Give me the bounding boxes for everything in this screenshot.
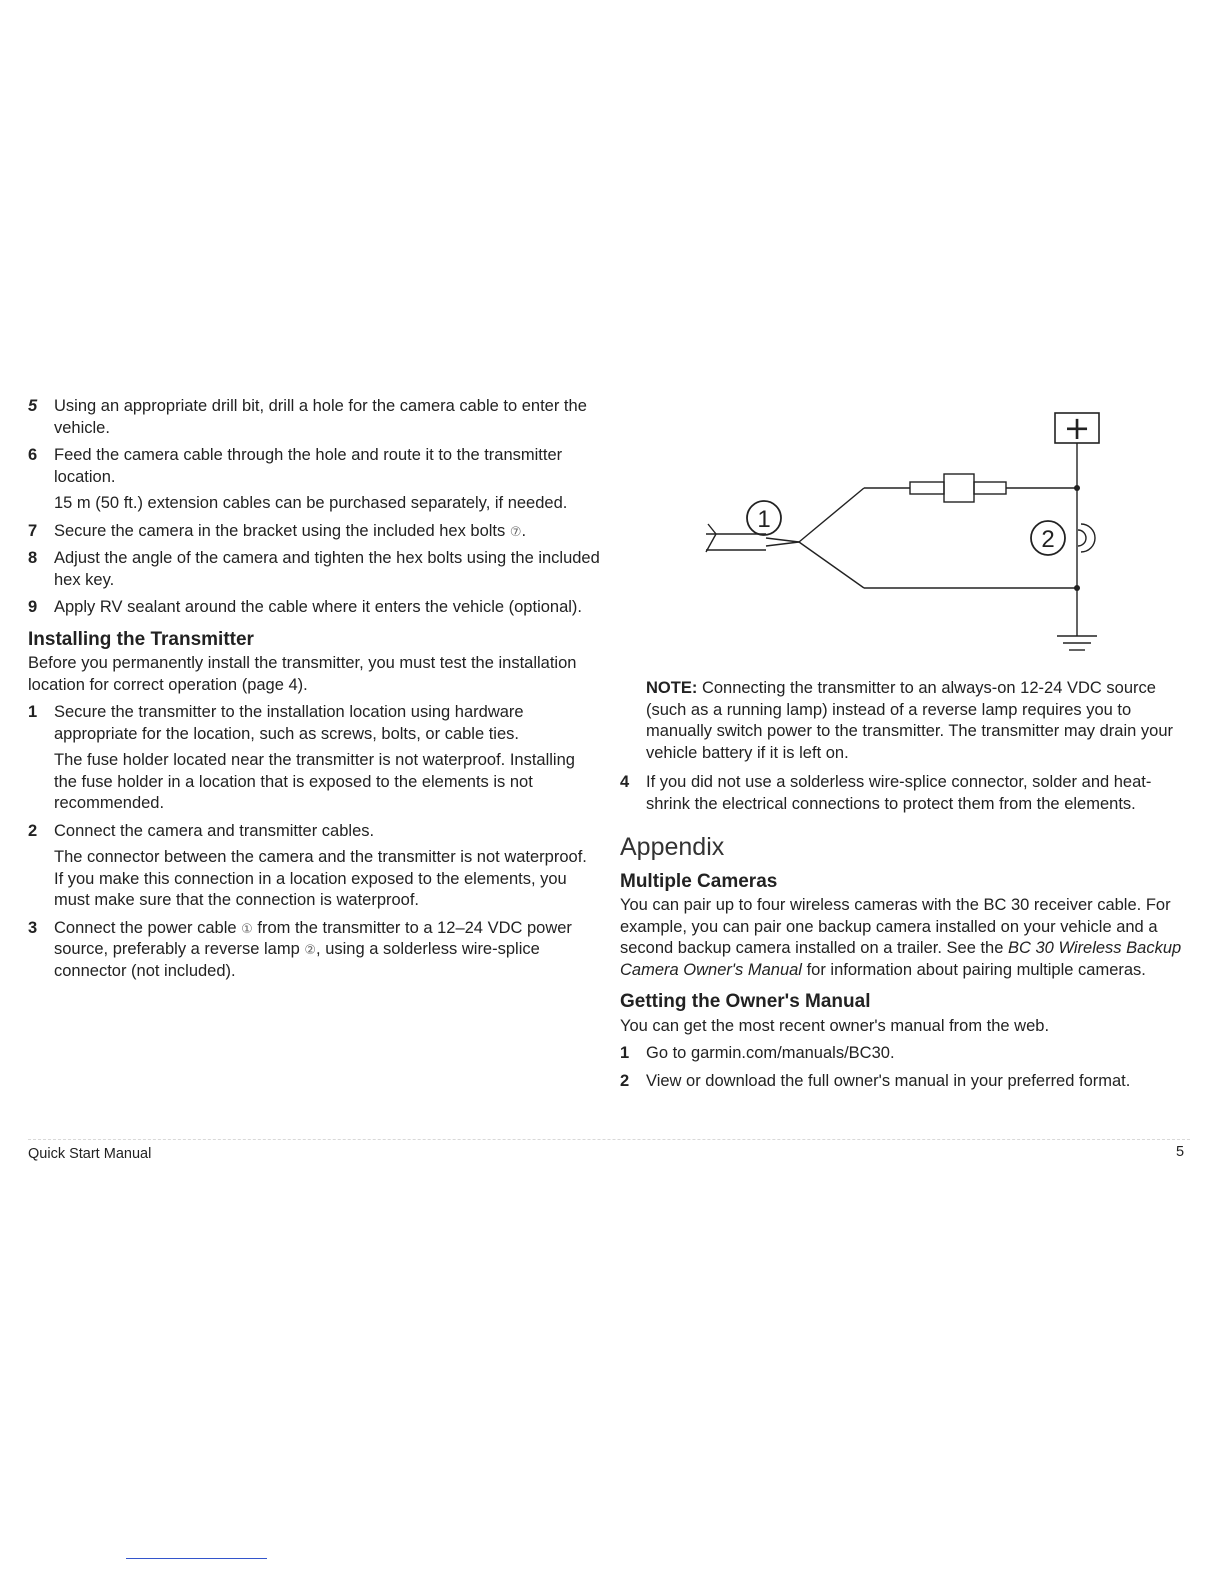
owners-manual-intro: You can get the most recent owner's manual from the web. [620,1016,1050,1035]
cable [766,542,799,546]
owners-step-1 [620,1043,1190,1065]
upper-wire [799,488,864,542]
callout-ref: ⑦ [509,523,522,539]
installing-heading: Installing the Transmitter [28,628,254,650]
step-number: 6 [28,446,38,464]
installing-intro: Before you permanently install the transmitter, you must test the installation location for correct operation (page 4). [28,654,577,694]
right-column [620,678,1190,1098]
step-text: Secure the camera in the bracket using the included hex bolts ⑦. [54,521,527,540]
step-number: 1 [28,703,38,721]
junction-dot [1074,485,1080,491]
fuse-body [944,474,974,502]
manual-title: BC 30 Wireless Backup Camera Owner's Manual [620,939,1182,979]
step-4 [620,772,1190,815]
fuse-holder-left [910,482,944,494]
step-number: 4 [620,773,630,791]
appendix-heading: Appendix [620,833,725,861]
step-number: 7 [28,521,38,540]
step-text: Adjust the angle of the camera and tighten the hex bolts using the included hex key. [54,549,600,589]
lamp-symbol [1081,524,1095,552]
note-label: NOTE: [646,679,698,697]
fuse-holder-right [974,482,1006,494]
step-text: View or download the full owner's manual in your preferred format. [646,1071,1131,1090]
step-8 [28,548,600,591]
multiple-cameras-heading: Multiple Cameras [620,870,778,892]
step-text: Connect the power cable ① from the transmitter to a 12–24 VDC power source, preferably a reverse lamp ②, using a solderless wire-splice connector (not included). [54,918,572,980]
step-text: Secure the transmitter to the installation location using hardware appropriate for the location, such as screws, bolts, or cable ties. [54,703,524,743]
callout-1-label: 1 [757,506,771,533]
step-6 [28,445,600,515]
owners-step-2 [620,1071,1190,1093]
plus-label: + [1063,409,1091,447]
install-step-2 [28,821,600,912]
note-paragraph [646,678,1190,764]
install-step-1 [28,702,600,815]
step-number: 9 [28,598,38,616]
owners-manual-heading: Getting the Owner's Manual [620,991,871,1012]
footer-divider [28,1139,1190,1140]
callout-2-label: 2 [1041,526,1055,553]
step-5 [28,396,600,439]
step-text: Using an appropriate drill bit, drill a hole for the camera cable to enter the vehicle. [54,397,587,437]
step-number: 3 [28,918,38,937]
step-number: 1 [620,1044,630,1062]
cable-end [706,534,716,552]
scan-artifact-line [126,1558,267,1559]
step-text: Connect the camera and transmitter cables. [54,821,375,840]
callout-ref: ① [241,920,253,936]
step-text: Feed the camera cable through the hole and route it to the transmitter location. [54,446,563,486]
callout-ref: ② [304,942,317,957]
step-text: If you did not use a solderless wire-splice connector, solder and heat-shrink the electrical connections to protect them from the elements. [646,773,1152,813]
step-9 [28,597,600,619]
cable-end [708,524,716,534]
note-text: Connecting the transmitter to an always-on 12-24 VDC source (such as a running lamp) instead of a reverse lamp requires you to manually switch power to the transmitter. The transmitter may drain your vehicle battery if it is left on. [646,679,1173,762]
footer-title: Quick Start Manual [28,1146,152,1162]
step-subtext: The fuse holder located near the transmitter is not waterproof. Installing the fuse holder in a location that is exposed to the elements is not recommended. [54,751,575,812]
step-subtext: The connector between the camera and the transmitter is not waterproof. If you make this connection in a location exposed to the elements, you must make sure that the connection is waterproof. [54,848,587,909]
junction-dot [1074,585,1080,591]
step-7 [28,521,600,543]
page-number: 5 [1176,1144,1185,1160]
step-number: 8 [28,549,38,567]
install-step-3 [28,918,600,983]
step-text: Go to garmin.com/manuals/BC30. [646,1044,895,1062]
left-column [28,396,600,988]
lamp-symbol [1078,530,1086,546]
step-subtext: 15 m (50 ft.) extension cables can be purchased separately, if needed. [54,494,568,512]
wiring-diagram [696,406,1116,666]
multiple-cameras-text: You can pair up to four wireless cameras with the BC 30 receiver cable. For example, you can pair one backup camera installed on your vehicle and a second backup camera installed on a trailer. See the BC 30 Wireless Backup Camera Owner's Manual for information about pairing multiple cameras. [620,896,1182,979]
step-number: 2 [620,1071,630,1090]
step-number: 5 [28,397,38,415]
lower-wire [799,542,864,588]
step-text: Apply RV sealant around the cable where it enters the vehicle (optional). [54,598,583,616]
step-number: 2 [28,821,38,840]
cable [766,538,799,542]
